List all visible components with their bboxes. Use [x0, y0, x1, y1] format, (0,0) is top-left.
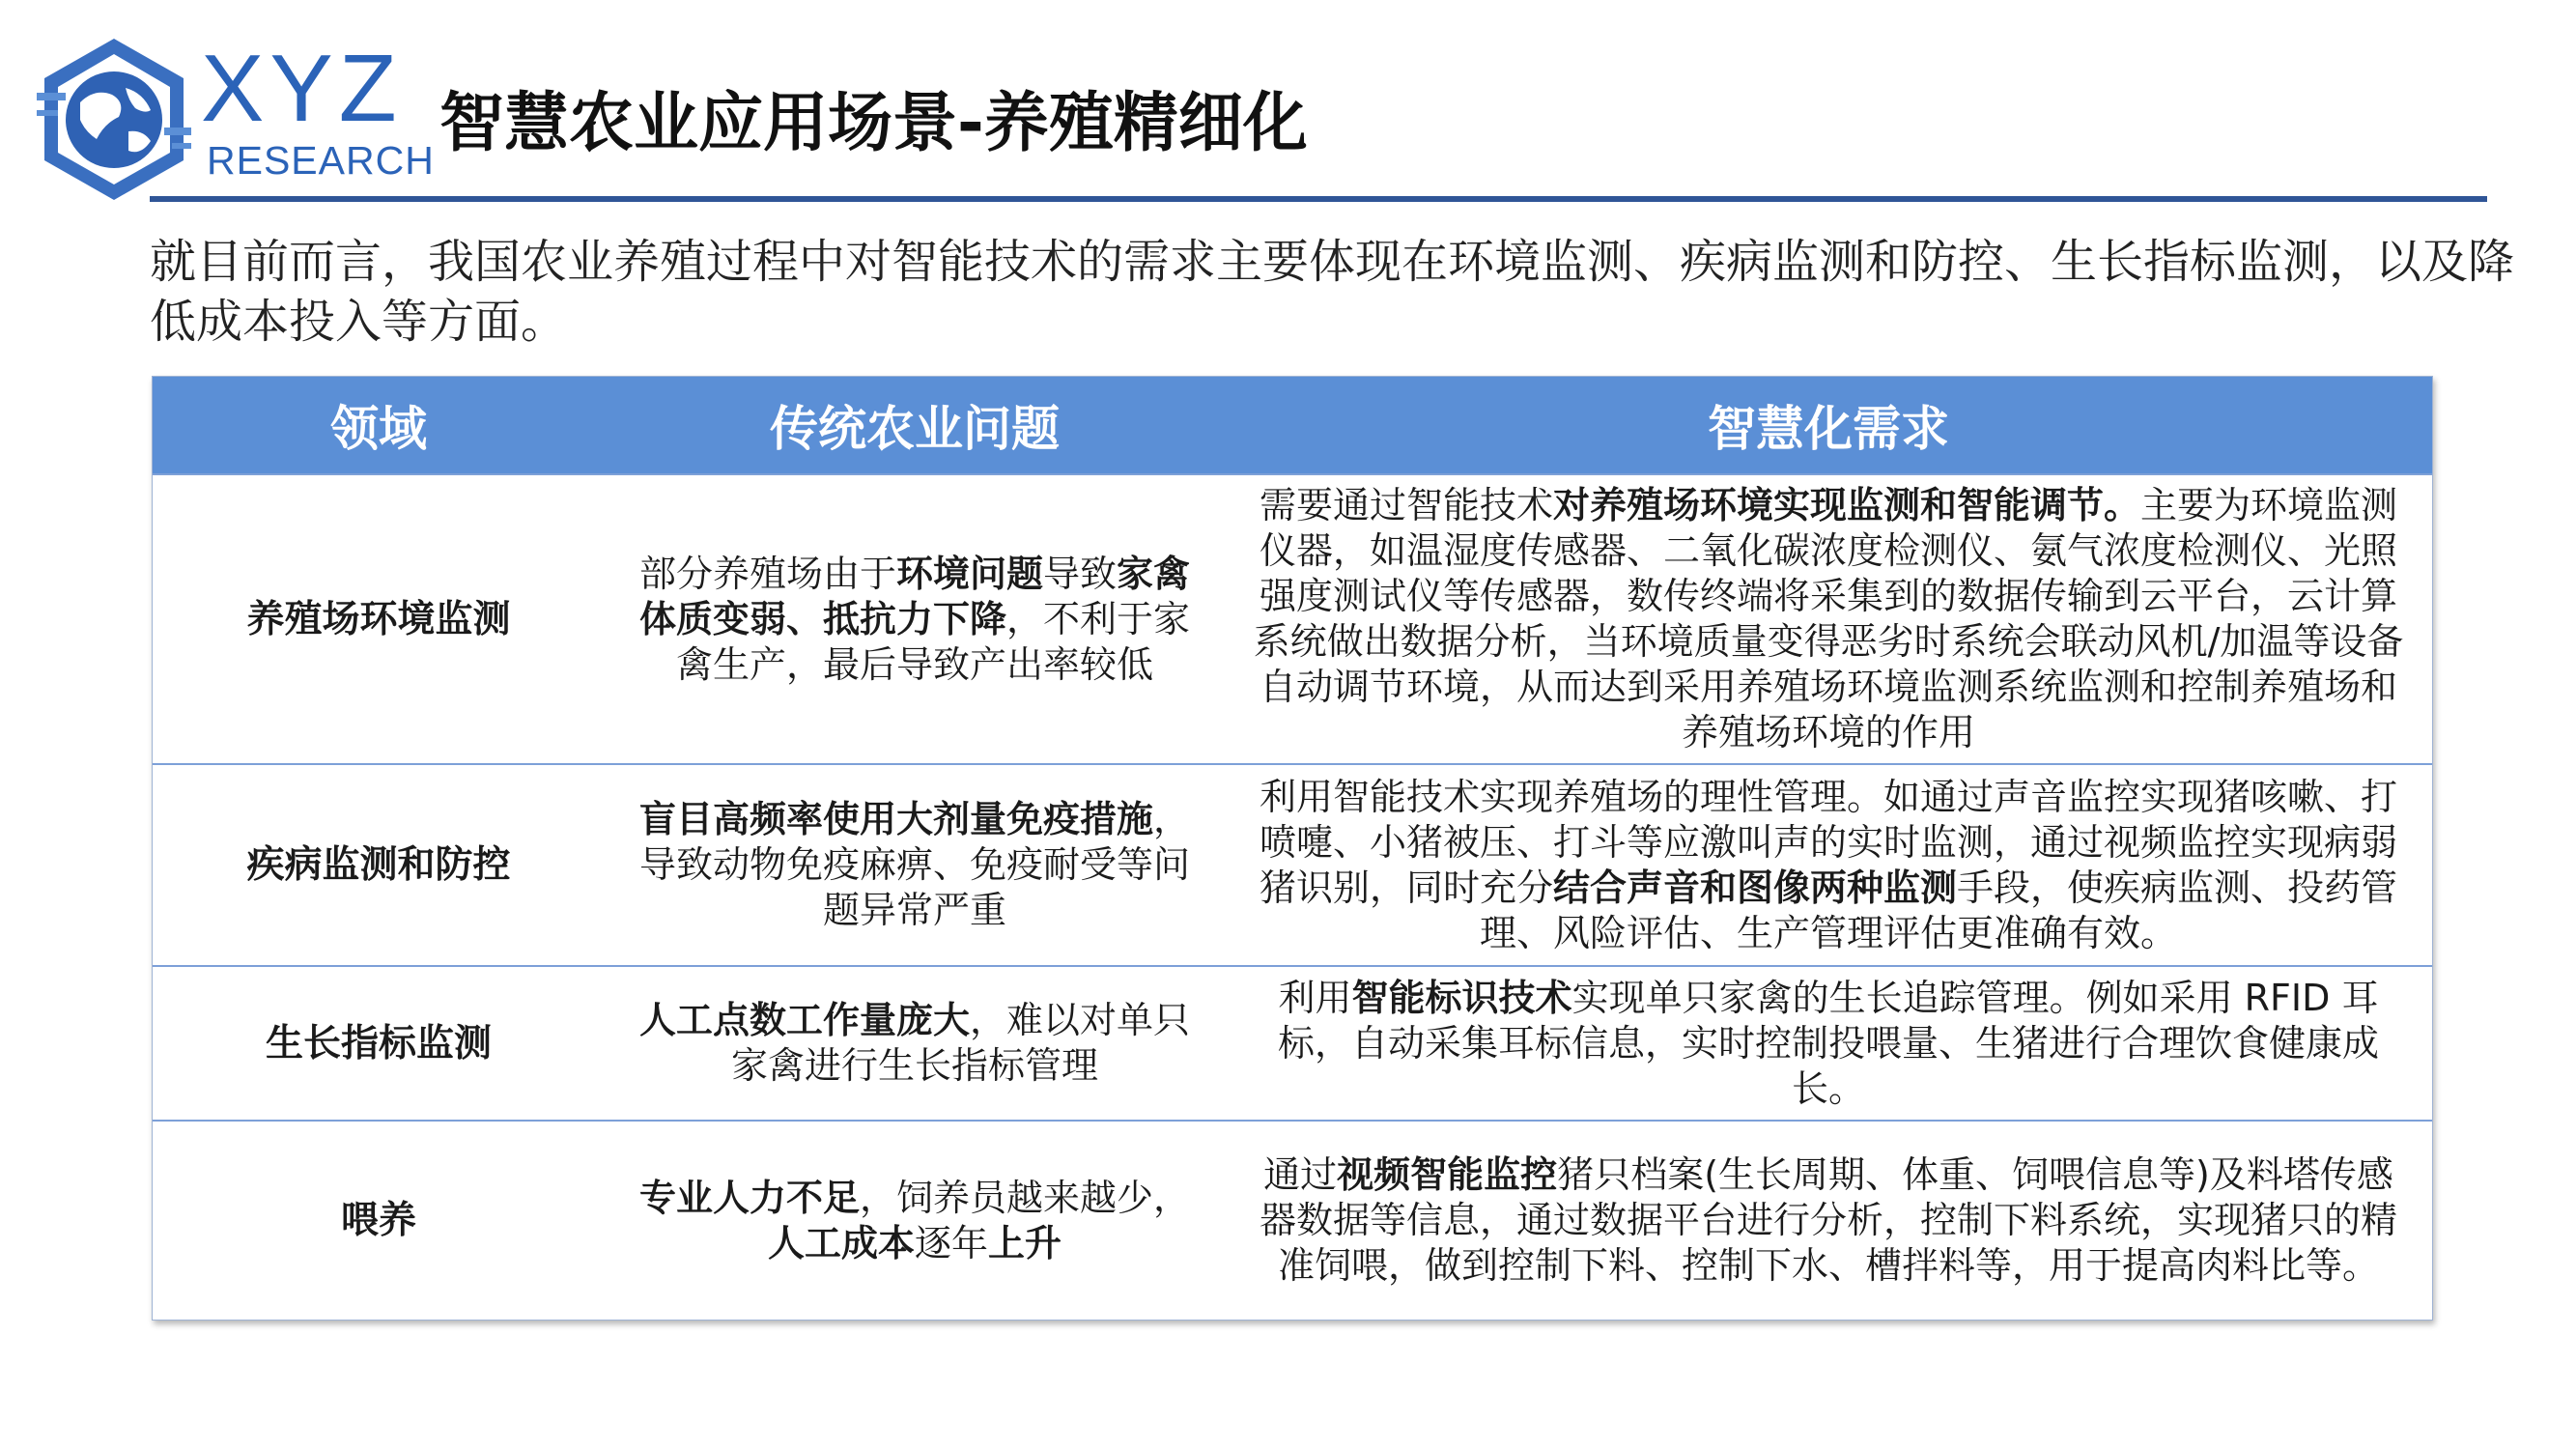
row-demand: 通过视频智能监控猪只档案(生长周期、体重、饲喂信息等)及料塔传感器数据等信息，通过数据平台进行分析，控制下料系统，实现猪只的精准饲喂，做到控制下料、控制下水、槽拌料等，用于提高肉料比等。 [1225, 1121, 2432, 1320]
header-area: 领域 [153, 377, 605, 474]
row-area: 生长指标监测 [153, 966, 605, 1121]
comparison-table [152, 376, 2433, 1321]
company-logo [37, 35, 435, 204]
row-problem: 人工点数工作量庞大，难以对单只家禽进行生长指标管理 [605, 966, 1225, 1121]
row-area: 喂养 [153, 1121, 605, 1320]
row-demand: 利用智能技术实现养殖场的理性管理。如通过声音监控实现猪咳嗽、打喷嚏、小猪被压、打斗等应激叫声的实时监测，通过视频监控实现病弱猪识别，同时充分结合声音和图像两种监测手段，使疾病监测、投药管理、风险评估、生产管理评估更准确有效。 [1225, 764, 2432, 966]
logo-brand-text: XYZ [201, 35, 403, 141]
logo-sub-text: RESEARCH [207, 138, 435, 183]
row-problem: 专业人力不足，饲养员越来越少，人工成本逐年上升 [605, 1121, 1225, 1320]
intro-paragraph: 就目前而言，我国农业养殖过程中对智能技术的需求主要体现在环境监测、疾病监测和防控、生长指标监测，以及降低成本投入等方面。 [150, 235, 2515, 349]
globe-hexagon-icon [37, 35, 191, 204]
table-row [153, 764, 2432, 966]
header-problem: 传统农业问题 [605, 377, 1225, 474]
table-row [153, 474, 2432, 764]
row-problem: 部分养殖场由于环境问题导致家禽体质变弱、抵抗力下降，不利于家禽生产，最后导致产出率较低 [605, 474, 1225, 764]
row-demand: 需要通过智能技术对养殖场环境实现监测和智能调节。主要为环境监测仪器，如温湿度传感器、二氧化碳浓度检测仪、氨气浓度检测仪、光照强度测试仪等传感器，数传终端将采集到的数据传输到云平台，云计算系统做出数据分析，当环境质量变得恶劣时系统会联动风机/加温等设备自动调节环境，从而达到采用养殖场环境监测系统监测和控制养殖场和养殖场环境的作用 [1225, 474, 2432, 764]
table-row [153, 966, 2432, 1121]
table-row [153, 1121, 2432, 1320]
row-problem: 盲目高频率使用大剂量免疫措施，导致动物免疫麻痹、免疫耐受等问题异常严重 [605, 764, 1225, 966]
row-area: 疾病监测和防控 [153, 764, 605, 966]
table-header-row [153, 377, 2432, 474]
page-title: 智慧农业应用场景-养殖精细化 [439, 85, 1308, 160]
title-divider [150, 196, 2487, 202]
row-demand: 利用智能标识技术实现单只家禽的生长追踪管理。例如采用 RFID 耳标，自动采集耳标信息，实时控制投喂量、生猪进行合理饮食健康成长。 [1225, 966, 2432, 1121]
header-demand: 智慧化需求 [1225, 377, 2432, 474]
row-area: 养殖场环境监测 [153, 474, 605, 764]
